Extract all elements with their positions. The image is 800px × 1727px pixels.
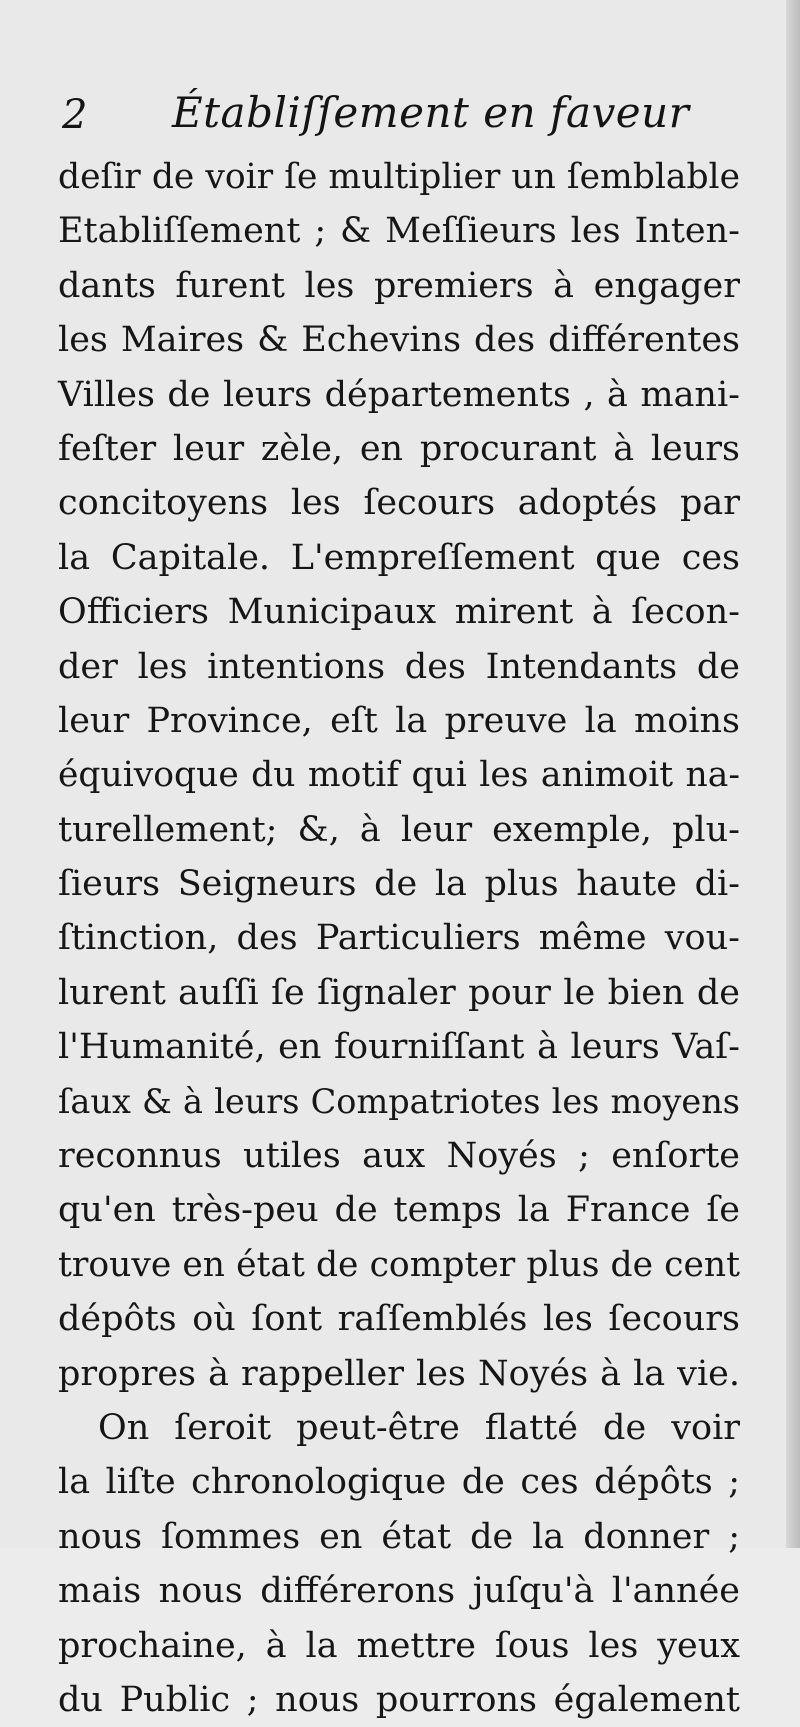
text-line: turellement; &, à leur exemple, plu-	[58, 809, 740, 850]
text-line: dants furent les premiers à engager	[58, 265, 740, 306]
text-line: leur Province, eſt la preuve la moins	[58, 700, 740, 741]
text-line: der les intentions des Intendants de	[58, 646, 740, 687]
text-line: la Capitale. L'empreſſement que ces	[58, 537, 740, 578]
text-line: reconnus utiles aux Noyés ; enſorte	[58, 1136, 740, 1177]
page-number: 2	[62, 92, 88, 138]
text-line: nous ſommes en état de la donner ;	[58, 1516, 740, 1557]
text-line: mais nous différerons juſqu'à l'année	[58, 1571, 740, 1612]
text-line: l'Humanité, en fourniſſant à leurs Vaſ-	[58, 1027, 740, 1068]
running-title: Établiſſement en faveur	[172, 88, 690, 137]
page-header	[62, 82, 742, 142]
text-line: propres à rappeller les Noyés à la vie.	[58, 1353, 740, 1394]
body-text	[58, 150, 740, 1727]
text-line: la liſte chronologique de ces dépôts ;	[58, 1462, 740, 1503]
text-line: les Maires & Echevins des différentes	[58, 320, 740, 361]
text-line: lurent auſſi ſe ſignaler pour le bien de	[58, 972, 740, 1013]
text-line: deſir de voir ſe multiplier un ſemblable	[58, 157, 740, 197]
text-line: ſaux & à leurs Compatriotes les moyens	[58, 1081, 740, 1121]
text-line: dépôts où ſont raſſemblés les ſecours	[58, 1299, 740, 1340]
text-line: équivoque du motif qui les animoit na-	[58, 755, 740, 796]
text-line: ſieurs Seigneurs de la plus haute di-	[58, 864, 740, 905]
text-line: prochaine, à la mettre ſous les yeux	[58, 1625, 740, 1666]
page-edge-shadow	[786, 0, 800, 1548]
text-line: Officiers Municipaux mirent à ſecon-	[58, 592, 740, 633]
text-line: concitoyens les ſecours adoptés par	[58, 483, 740, 524]
text-line: ſtinction, des Particuliers même vou-	[58, 918, 740, 959]
text-line: trouve en état de compter plus de cent	[58, 1244, 740, 1285]
text-line: Etabliſſement ; & Meſſieurs les Inten-	[58, 211, 740, 252]
text-line: du Public ; nous pourrons également	[58, 1679, 740, 1720]
text-line: feſter leur zèle, en procurant à leurs	[58, 428, 740, 469]
text-line: qu'en très-peu de temps la France ſe	[58, 1190, 740, 1231]
text-line: On ſeroit peut-être flatté de voir	[98, 1407, 740, 1448]
text-line: Villes de leurs départements , à mani-	[58, 374, 740, 415]
